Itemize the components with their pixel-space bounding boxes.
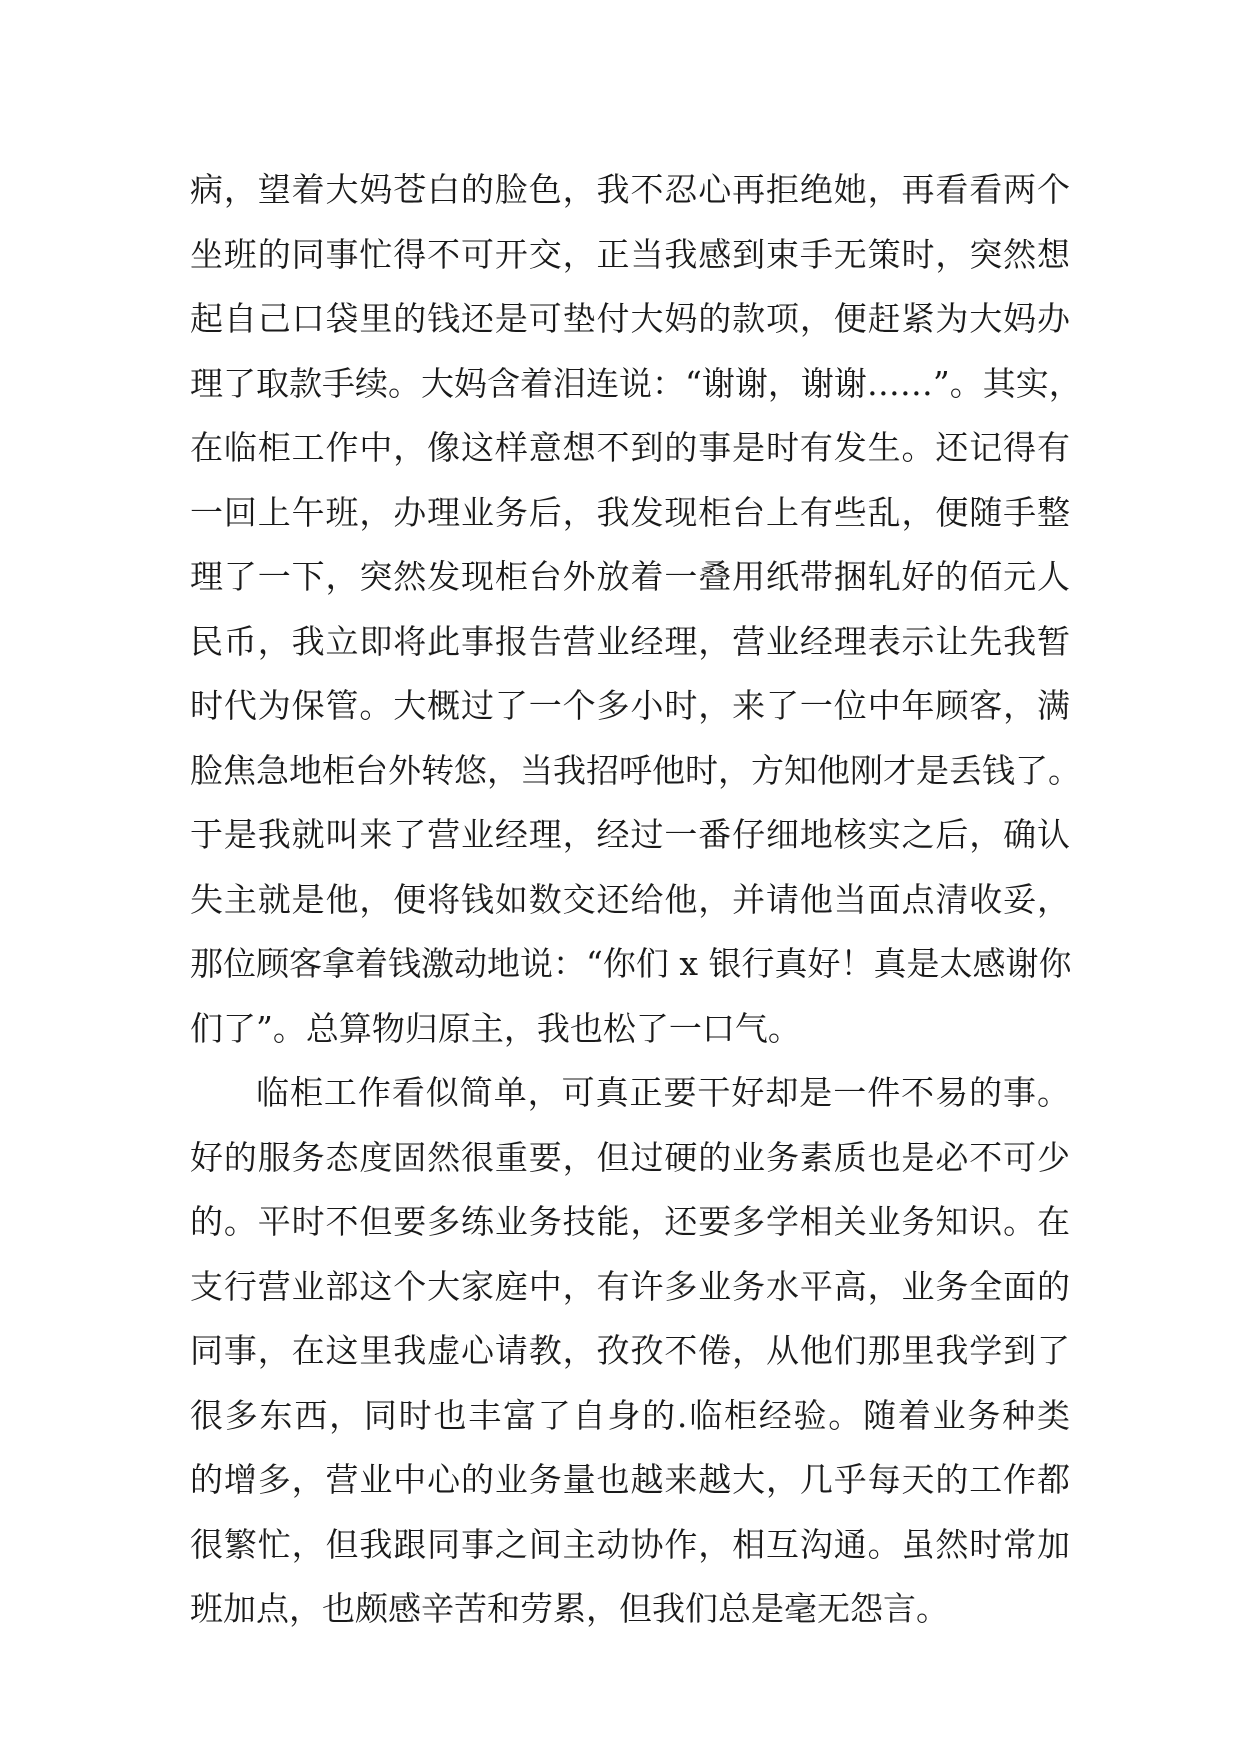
- text-line: 脸焦急地柜台外转悠，当我招呼他时，方知他刚才是丢钱了。: [190, 750, 1081, 790]
- body-text: [190, 158, 1082, 1642]
- text-line: 临柜工作看似简单，可真正要干好却是一件不易的事。: [256, 1073, 1070, 1112]
- text-line: 在临柜工作中，像这样意想不到的事是时有发生。还记得有: [190, 428, 1070, 467]
- text-line: 很繁忙，但我跟同事之间主动协作，相互沟通。虽然时常加: [190, 1524, 1070, 1564]
- text-line: 于是我就叫来了营业经理，经过一番仔细地核实之后，确认: [190, 815, 1070, 854]
- text-line: 一回上午班，办理业务后，我发现柜台上有些乱，便随手整: [190, 492, 1070, 532]
- text-line: 病，望着大妈苍白的脸色，我不忍心再拒绝她，再看看两个: [190, 170, 1070, 209]
- text-line: 好的服务态度固然很重要，但过硬的业务素质也是必不可少: [190, 1137, 1070, 1177]
- text-line: 民币，我立即将此事报告营业经理，营业经理表示让先我暂: [190, 621, 1070, 661]
- text-line: 同事，在这里我虚心请教，孜孜不倦，从他们那里我学到了: [190, 1331, 1070, 1370]
- text-line: 坐班的同事忙得不可开交，正当我感到束手无策时，突然想: [190, 234, 1070, 274]
- text-line: 理了取款手续。大妈含着泪连说：“谢谢，谢谢……”。其实，: [190, 363, 1082, 403]
- text-line: 时代为保管。大概过了一个多小时，来了一位中年顾客，满: [190, 686, 1070, 725]
- text-line: 起自己口袋里的钱还是可垫付大妈的款项，便赶紧为大妈办: [190, 299, 1070, 338]
- paragraph-1: [190, 158, 1082, 1061]
- text-line: 很多东西，同时也丰富了自身的.临柜经验。随着业务种类: [190, 1395, 1070, 1435]
- paragraph-2: [190, 1061, 1070, 1642]
- text-line: 班加点，也颇感辛苦和劳累，但我们总是毫无怨言。: [190, 1589, 949, 1628]
- text-line: 们了”。总算物归原主，我也松了一口气。: [190, 1008, 801, 1048]
- text-line: 那位顾客拿着钱激动地说：“你们 x 银行真好！真是太感谢你: [190, 944, 1072, 983]
- text-line: 失主就是他，便将钱如数交还给他，并请他当面点清收妥，: [190, 879, 1070, 919]
- text-line: 理了一下，突然发现柜台外放着一叠用纸带捆轧好的佰元人: [190, 557, 1070, 596]
- text-line: 的增多，营业中心的业务量也越来越大，几乎每天的工作都: [190, 1460, 1070, 1499]
- text-line: 的。平时不但要多练业务技能，还要多学相关业务知识。在: [190, 1202, 1070, 1241]
- text-line: 支行营业部这个大家庭中，有许多业务水平高，业务全面的: [190, 1266, 1070, 1306]
